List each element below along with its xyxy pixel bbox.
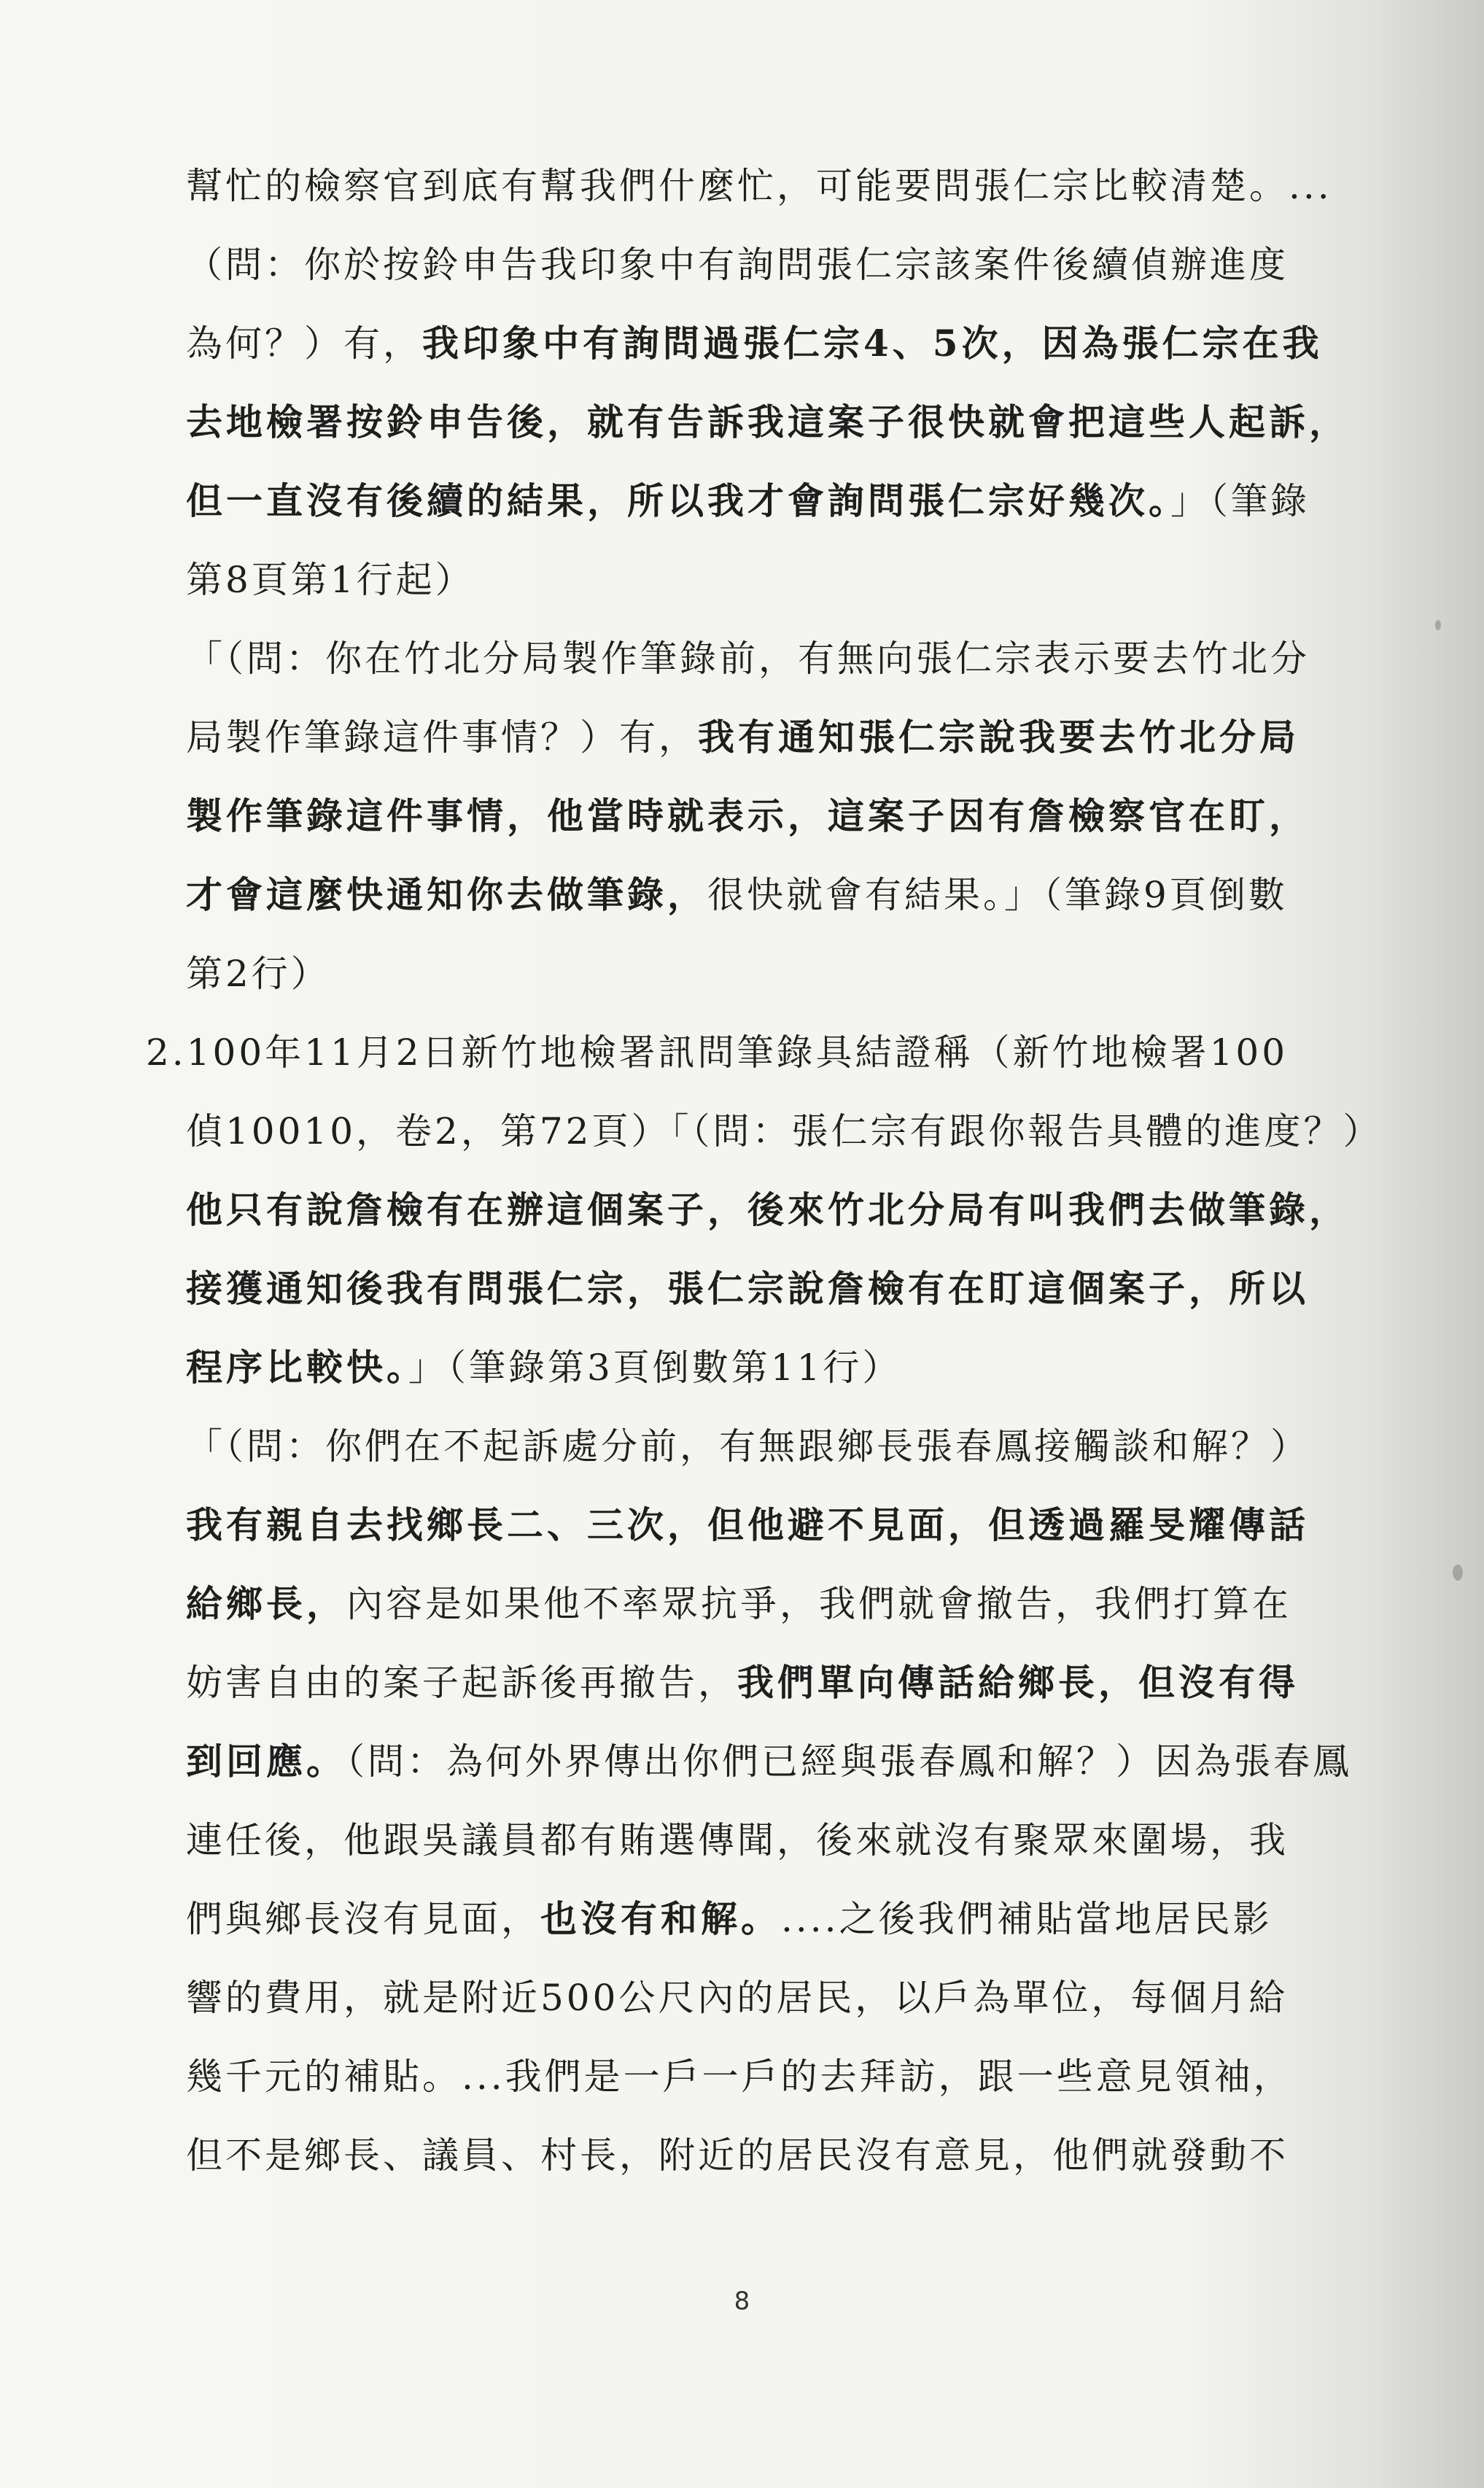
text-segment: 但不是鄉長、議員、村長，附近的居民沒有意見，他們就發動不	[186, 2134, 1289, 2177]
text-segment: 「（問：你們在不起訴處分前，有無跟鄉長張春鳳接觸談和解？）	[186, 1425, 1310, 1468]
text-segment: ....之後我們補貼當地居民影	[781, 1898, 1273, 1940]
text-segment: 妨害自由的案子起訴後再撤告，	[186, 1662, 737, 1704]
text-line	[146, 311, 1393, 390]
bold-text: 才會這麼快通知你去做筆錄，	[186, 873, 707, 916]
scan-speck	[1453, 1565, 1463, 1581]
text-segment: 」（筆錄	[1170, 480, 1310, 522]
page-number: 8	[734, 2287, 750, 2316]
bold-text: 我有通知張仁宗說我要去竹北分局	[698, 716, 1300, 759]
text-line	[146, 626, 1393, 705]
text-segment: 幾千元的補貼。...我們是一戶一戶的去拜訪，跟一些意見領袖，	[186, 2055, 1293, 2098]
text-line	[146, 1335, 1393, 1414]
text-line	[146, 783, 1393, 862]
text-segment: 2.100年11月2日新竹地檢署訊問筆錄具結證稱（新竹地檢署100	[146, 1031, 1289, 1074]
text-line	[146, 153, 1393, 232]
bold-text: 他只有說詹檢有在辦這個案子，後來竹北分局有叫我們去做筆錄，	[186, 1188, 1349, 1231]
document-body	[146, 153, 1393, 2201]
bold-text: 程序比較快。	[186, 1346, 408, 1389]
bold-text: 也沒有和解。	[540, 1897, 781, 1940]
bold-text: 給鄉長，	[186, 1582, 346, 1625]
text-segment: 偵10010，卷2，第72頁）「（問：張仁宗有跟你報告具體的進度？）	[186, 1110, 1383, 1152]
bold-text: 但一直沒有後續的結果，所以我才會詢問張仁宗好幾次。	[186, 479, 1170, 522]
text-segment: 」（筆錄第3頁倒數第11行）	[408, 1346, 902, 1389]
text-segment: 為何？）有，	[186, 322, 422, 365]
text-segment: 「（問：你在竹北分局製作筆錄前，有無向張仁宗表示要去竹北分	[186, 637, 1310, 680]
text-line	[146, 390, 1393, 468]
text-line	[146, 941, 1393, 1020]
list-item-line	[146, 1020, 1393, 1098]
text-line	[146, 1098, 1393, 1177]
bold-text: 接獲通知後我有問張仁宗，張仁宗說詹檢有在盯這個案子，所以	[186, 1267, 1309, 1310]
text-segment: 們與鄉長沒有見面，	[186, 1898, 540, 1940]
text-line	[146, 1414, 1393, 1492]
bold-text: 去地檢署按鈴申告後，就有告訴我這案子很快就會把這些人起訴，	[186, 400, 1349, 443]
text-line	[146, 1492, 1393, 1571]
text-segment: 內容是如果他不率眾抗爭，我們就會撤告，我們打算在	[346, 1583, 1291, 1625]
text-segment: 幫忙的檢察官到底有幫我們什麼忙，可能要問張仁宗比較清楚。...	[186, 165, 1332, 207]
scan-speck	[1435, 620, 1441, 630]
text-line	[146, 705, 1393, 783]
text-line	[146, 1177, 1393, 1256]
text-line	[146, 547, 1393, 626]
text-segment: 響的費用，就是附近500公尺內的居民，以戶為單位，每個月給	[186, 1977, 1289, 2019]
bold-text: 到回應。	[186, 1740, 346, 1783]
text-line	[146, 1807, 1393, 1886]
bold-text: 我們單向傳話給鄉長，但沒有得	[737, 1661, 1299, 1704]
bold-text: 製作筆錄這件事情，他當時就表示，這案子因有詹檢察官在盯，	[186, 794, 1309, 837]
text-line	[146, 2044, 1393, 2123]
text-line	[146, 2123, 1393, 2201]
text-line	[146, 232, 1393, 311]
text-line	[146, 1886, 1393, 1965]
text-segment: （問：為何外界傳出你們已經與張春鳳和解？）因為張春鳳	[346, 1740, 1352, 1783]
text-segment: 局製作筆錄這件事情？）有，	[186, 716, 698, 759]
text-line	[146, 1965, 1393, 2044]
bold-text: 我印象中有詢問過張仁宗4、5次，因為張仁宗在我	[422, 322, 1323, 365]
text-segment: 第8頁第1行起）	[186, 559, 475, 601]
text-segment: 連任後，他跟吳議員都有賄選傳聞，後來就沒有聚眾來圍場，我	[186, 1819, 1289, 1861]
bold-text: 我有親自去找鄉長二、三次，但他避不見面，但透過羅旻耀傳話	[186, 1503, 1309, 1546]
text-line	[146, 862, 1393, 941]
text-line	[146, 1650, 1393, 1729]
text-line	[146, 468, 1393, 547]
text-line	[146, 1571, 1393, 1650]
text-segment: 第2行）	[186, 953, 330, 995]
text-line	[146, 1729, 1393, 1807]
text-segment: 很快就會有結果。」（筆錄9頁倒數	[707, 874, 1288, 916]
text-line	[146, 1256, 1393, 1335]
text-segment: （問：你於按鈴申告我印象中有詢問張仁宗該案件後續偵辦進度	[186, 244, 1289, 286]
